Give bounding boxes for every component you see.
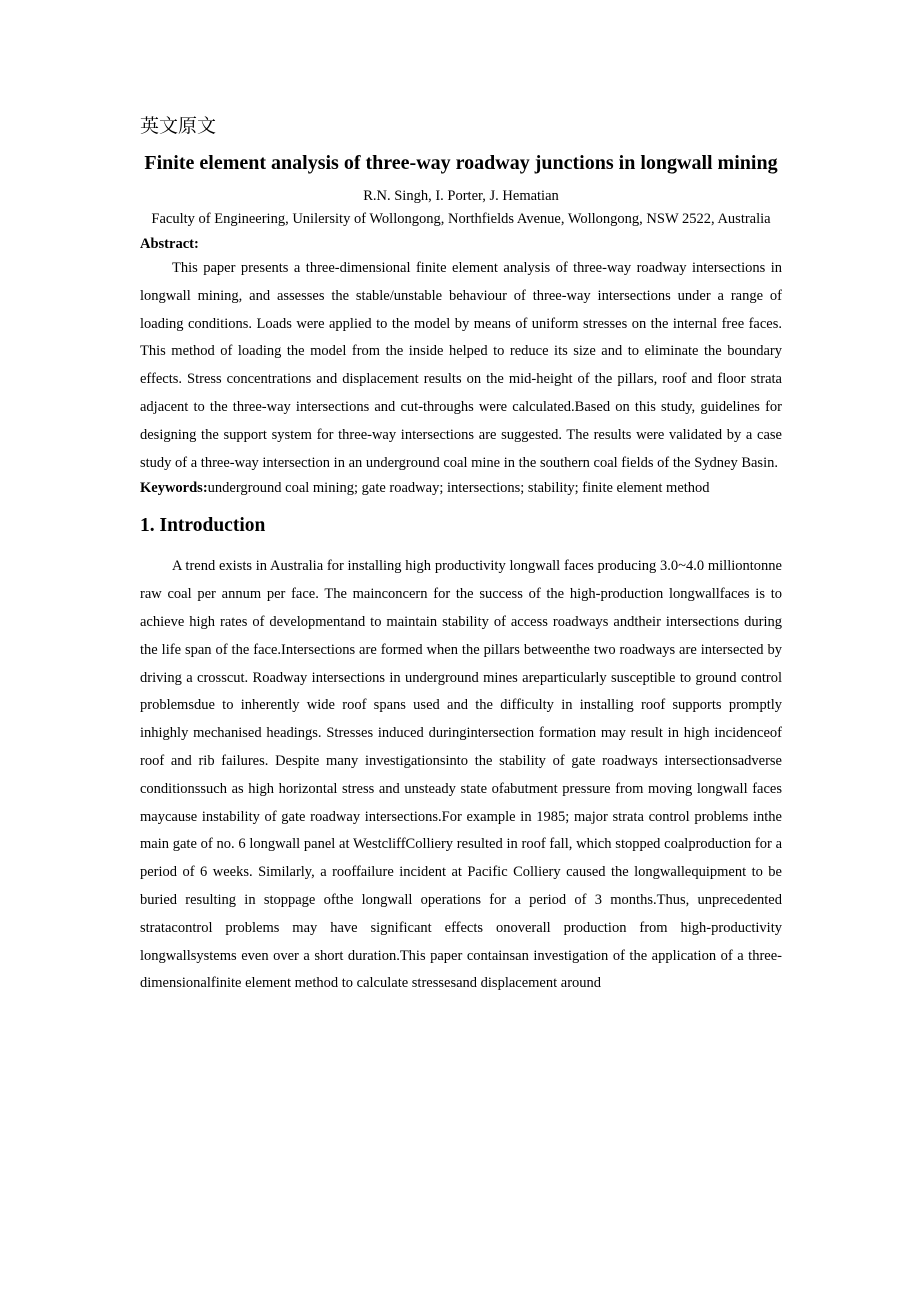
abstract-text: This paper presents a three-dimensional finite element analysis of three-way roadway intersections in longwall mining, and assesses the stable/unstable behaviour of three-way intersections under a range of loading conditions. Loads were applied to the model by means of uniform stresses on the internal free faces. This method of loading the model from the inside helped to reduce its size and to eliminate the boundary effects. Stress concentrations and displacement results on the mid-height of the pillars, roof and floor strata adjacent to the three-way intersections and cut-throughs were calculated.Based on this study, guidelines for designing the support system for three-way intersections are suggested. The results were validated by a case study of a three-way intersection in an underground coal mine in the southern coal fields of the Sydney Basin. [140,260,782,471]
paper-title: Finite element analysis of three-way roadway junctions in longwall mining [144,152,778,174]
chinese-heading: 英文原文 [140,115,217,137]
section-heading: 1. Introduction [140,515,266,537]
introduction-text: A trend exists in Australia for installing high productivity longwall faces producing 3.0~4.0 milliontonne raw coal per annum per face. The mainconcern for the success of the high-production longwallfaces is to achieve high rates of developmentand to maintain stability of access roadways andtheir intersections during the life span of the face.Intersections are formed when the pillars betweenthe two roadways are intersected by driving a crosscut. Roadway intersections in underground mines areparticularly susceptible to ground control problemsdue to inherently wide roof spans used and the difficulty in installing roof supports promptly inhighly mechanised headings. Stresses induced duringintersection formation may result in high incidenceof roof and rib failures. Despite many investigationsinto the stability of gate roadways intersectionsadverse conditionssuch as high horizontal stress and unsteady state ofabutment pressure from moving longwall faces maycause instability of gate roadway intersections.For example in 1985; major strata control problems inthe main gate of no. 6 longwall panel at WestcliffColliery resulted in roof fall, which stopped coalproduction for a period of 6 weeks. Similarly, a rooffailure incident at Pacific Colliery caused the longwallequipment to be buried resulting in stoppage ofthe longwall operations for a period of 3 months.Thus, unprecedented stratacontrol problems may have significant effects onoverall production from high-productivity longwallsystems even over a short duration.This paper containsan investigation of the application of a three-dimensionalfinite element method to calculate stressesand displacement around [140,558,782,992]
authors: R.N. Singh, I. Porter, J. Hematian [363,188,559,204]
document-page [140,112,782,998]
keywords [140,477,782,499]
keywords-label: Keywords: [140,480,208,497]
affiliation: Faculty of Engineering, Unilersity of Wollongong, Northfields Avenue, Wollongong, NSW 2522, Australia [151,211,771,227]
abstract-label: Abstract: [140,236,199,252]
keywords-text: underground coal mining; gate roadway; intersections; stability; finite element method [207,480,710,497]
